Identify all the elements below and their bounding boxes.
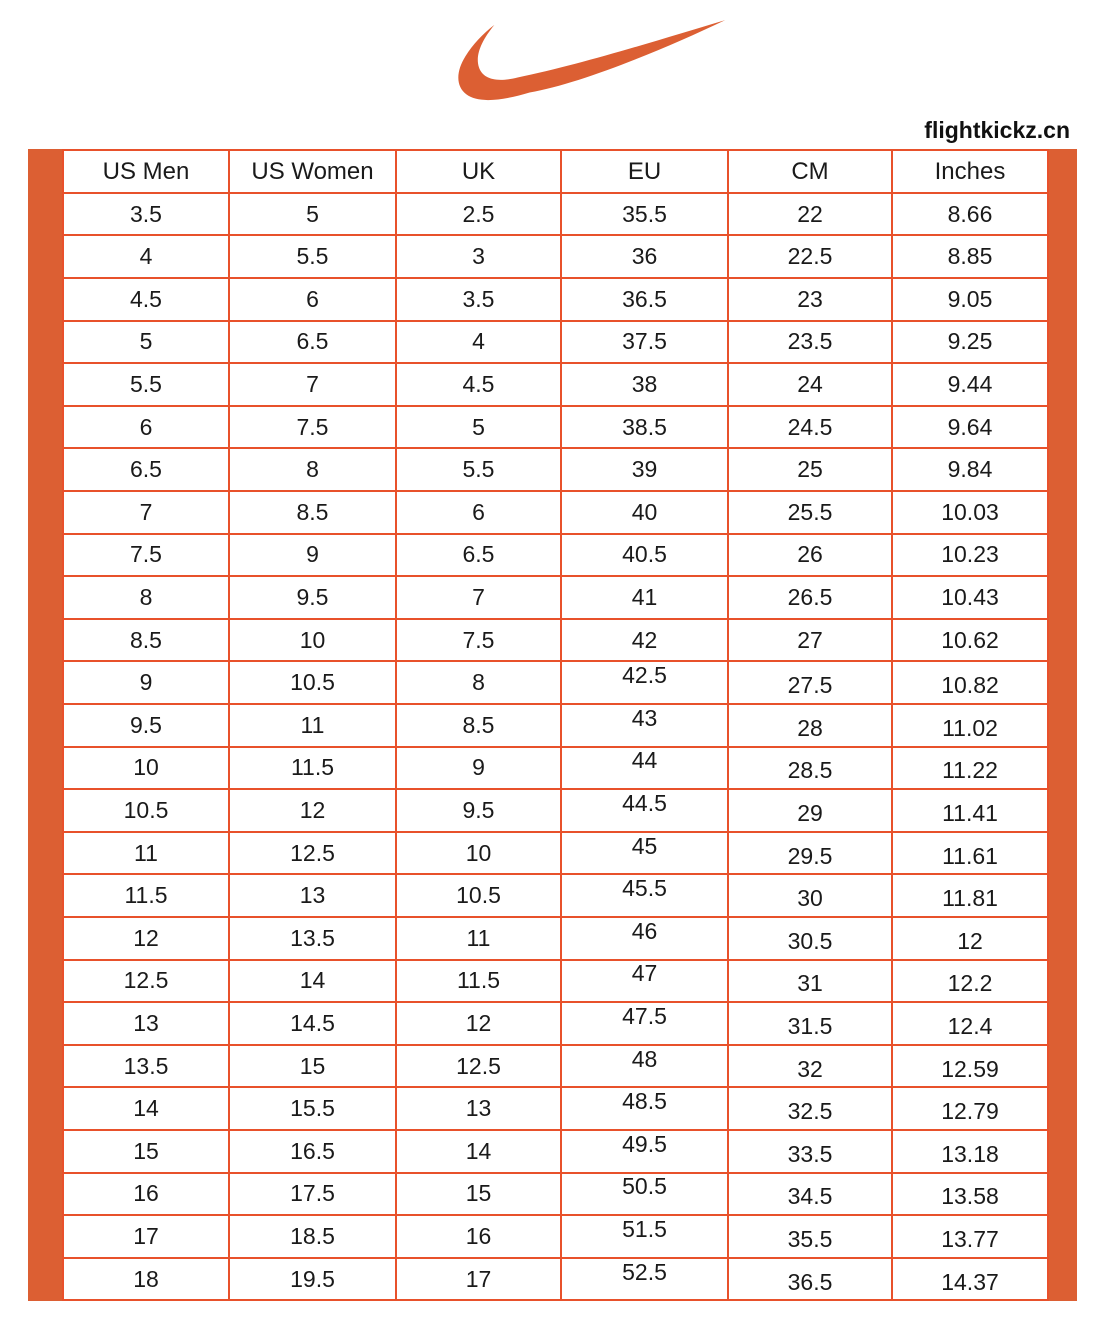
size-cell: 17: [396, 1258, 561, 1301]
size-cell: 45.5: [561, 874, 728, 917]
size-cell: 12: [892, 917, 1048, 960]
column-header: EU: [561, 150, 728, 193]
size-cell: 3: [396, 235, 561, 278]
size-cell: 29: [728, 789, 892, 832]
size-cell: 5: [229, 193, 396, 236]
size-cell: 12.5: [396, 1045, 561, 1088]
size-cell: 10: [229, 619, 396, 662]
size-cell: 48.5: [561, 1087, 728, 1130]
size-cell: 41: [561, 576, 728, 619]
size-cell: 8.5: [63, 619, 229, 662]
size-cell: 8: [229, 448, 396, 491]
size-cell: 32: [728, 1045, 892, 1088]
size-cell: 10: [396, 832, 561, 875]
size-cell: 48: [561, 1045, 728, 1088]
size-cell: 49.5: [561, 1130, 728, 1173]
size-cell: 9: [229, 534, 396, 577]
size-cell: 38.5: [561, 406, 728, 449]
size-cell: 15.5: [229, 1087, 396, 1130]
size-cell: 38: [561, 363, 728, 406]
size-cell: 37.5: [561, 321, 728, 364]
size-cell: 10.5: [63, 789, 229, 832]
column-header: UK: [396, 150, 561, 193]
size-cell: 35.5: [561, 193, 728, 236]
size-cell: 13.58: [892, 1173, 1048, 1216]
size-cell: 5.5: [396, 448, 561, 491]
size-cell: 17: [63, 1215, 229, 1258]
size-cell: 4: [63, 235, 229, 278]
table-row: [63, 235, 1048, 278]
size-cell: 40.5: [561, 534, 728, 577]
size-cell: 10.23: [892, 534, 1048, 577]
table-row: [63, 747, 1048, 790]
table-row: [63, 1258, 1048, 1301]
size-cell: 52.5: [561, 1258, 728, 1301]
size-cell: 31: [728, 960, 892, 1003]
size-cell: 40: [561, 491, 728, 534]
size-cell: 45: [561, 832, 728, 875]
size-cell: 27.5: [728, 661, 892, 704]
size-cell: 11.5: [63, 874, 229, 917]
size-cell: 35.5: [728, 1215, 892, 1258]
size-cell: 31.5: [728, 1002, 892, 1045]
brand-logo: [40, 0, 1100, 116]
size-cell: 9.44: [892, 363, 1048, 406]
size-cell: 13: [63, 1002, 229, 1045]
size-cell: 8: [63, 576, 229, 619]
size-cell: 24: [728, 363, 892, 406]
size-cell: 30.5: [728, 917, 892, 960]
size-cell: 11.5: [229, 747, 396, 790]
size-cell: 5: [63, 321, 229, 364]
size-cell: 12: [396, 1002, 561, 1045]
size-cell: 11: [63, 832, 229, 875]
size-cell: 12: [63, 917, 229, 960]
size-cell: 6: [63, 406, 229, 449]
size-cell: 6.5: [229, 321, 396, 364]
table-row: [63, 193, 1048, 236]
size-cell: 11.5: [396, 960, 561, 1003]
size-cell: 18.5: [229, 1215, 396, 1258]
size-cell: 10.03: [892, 491, 1048, 534]
table-row: [63, 661, 1048, 704]
size-cell: 22.5: [728, 235, 892, 278]
size-cell: 9.05: [892, 278, 1048, 321]
size-cell: 13: [396, 1087, 561, 1130]
size-cell: 25: [728, 448, 892, 491]
size-cell: 14.37: [892, 1258, 1048, 1301]
size-cell: 14.5: [229, 1002, 396, 1045]
size-cell: 6: [229, 278, 396, 321]
size-cell: 11.81: [892, 874, 1048, 917]
size-cell: 28: [728, 704, 892, 747]
size-cell: 5.5: [229, 235, 396, 278]
size-cell: 3.5: [396, 278, 561, 321]
table-row: [63, 1002, 1048, 1045]
table-row: [63, 960, 1048, 1003]
size-cell: 12.5: [229, 832, 396, 875]
table-row: [63, 704, 1048, 747]
size-cell: 12.2: [892, 960, 1048, 1003]
table-row: [63, 917, 1048, 960]
size-cell: 11.02: [892, 704, 1048, 747]
right-accent-bar: [1049, 149, 1077, 1301]
size-cell: 15: [396, 1173, 561, 1216]
size-cell: 4.5: [63, 278, 229, 321]
size-cell: 2.5: [396, 193, 561, 236]
table-row: [63, 534, 1048, 577]
size-cell: 5.5: [63, 363, 229, 406]
size-cell: 25.5: [728, 491, 892, 534]
size-cell: 16.5: [229, 1130, 396, 1173]
size-cell: 9: [396, 747, 561, 790]
size-cell: 23.5: [728, 321, 892, 364]
size-cell: 36: [561, 235, 728, 278]
size-cell: 4: [396, 321, 561, 364]
size-cell: 7.5: [396, 619, 561, 662]
size-cell: 47: [561, 960, 728, 1003]
size-cell: 47.5: [561, 1002, 728, 1045]
size-cell: 9.5: [229, 576, 396, 619]
size-cell: 6.5: [63, 448, 229, 491]
size-cell: 14: [63, 1087, 229, 1130]
table-row: [63, 363, 1048, 406]
size-chart: [28, 149, 1075, 1301]
size-cell: 8.5: [229, 491, 396, 534]
column-header: Inches: [892, 150, 1048, 193]
size-cell: 13.5: [229, 917, 396, 960]
size-cell: 12: [229, 789, 396, 832]
size-cell: 22: [728, 193, 892, 236]
table-row: [63, 1045, 1048, 1088]
table-row: [63, 832, 1048, 875]
table-row: [63, 278, 1048, 321]
size-cell: 24.5: [728, 406, 892, 449]
size-cell: 14: [396, 1130, 561, 1173]
size-conversion-table: [62, 149, 1049, 1301]
size-cell: 29.5: [728, 832, 892, 875]
size-cell: 13.18: [892, 1130, 1048, 1173]
size-cell: 19.5: [229, 1258, 396, 1301]
size-cell: 11: [229, 704, 396, 747]
size-cell: 32.5: [728, 1087, 892, 1130]
size-cell: 8.85: [892, 235, 1048, 278]
table-row: [63, 1173, 1048, 1216]
size-cell: 16: [63, 1173, 229, 1216]
size-cell: 51.5: [561, 1215, 728, 1258]
size-cell: 8.5: [396, 704, 561, 747]
size-cell: 33.5: [728, 1130, 892, 1173]
column-header: CM: [728, 150, 892, 193]
header-row: [63, 150, 1048, 193]
table-row: [63, 1215, 1048, 1258]
size-cell: 12.4: [892, 1002, 1048, 1045]
table-row: [63, 619, 1048, 662]
size-cell: 8.66: [892, 193, 1048, 236]
size-cell: 4.5: [396, 363, 561, 406]
size-cell: 28.5: [728, 747, 892, 790]
size-cell: 43: [561, 704, 728, 747]
size-cell: 36.5: [561, 278, 728, 321]
nike-swoosh-icon: [450, 16, 730, 113]
size-cell: 7: [229, 363, 396, 406]
size-cell: 10: [63, 747, 229, 790]
size-cell: 7: [396, 576, 561, 619]
size-cell: 26.5: [728, 576, 892, 619]
size-cell: 6.5: [396, 534, 561, 577]
size-cell: 8: [396, 661, 561, 704]
size-cell: 30: [728, 874, 892, 917]
size-cell: 42.5: [561, 661, 728, 704]
size-cell: 12.59: [892, 1045, 1048, 1088]
size-cell: 3.5: [63, 193, 229, 236]
size-cell: 23: [728, 278, 892, 321]
size-cell: 15: [63, 1130, 229, 1173]
size-cell: 27: [728, 619, 892, 662]
size-cell: 13: [229, 874, 396, 917]
size-cell: 42: [561, 619, 728, 662]
size-cell: 10.5: [229, 661, 396, 704]
size-cell: 11.22: [892, 747, 1048, 790]
size-cell: 11.41: [892, 789, 1048, 832]
size-cell: 10.43: [892, 576, 1048, 619]
size-cell: 44.5: [561, 789, 728, 832]
size-cell: 13.5: [63, 1045, 229, 1088]
size-cell: 9: [63, 661, 229, 704]
size-cell: 9.5: [63, 704, 229, 747]
table-row: [63, 1130, 1048, 1173]
size-cell: 11: [396, 917, 561, 960]
size-cell: 34.5: [728, 1173, 892, 1216]
size-cell: 16: [396, 1215, 561, 1258]
table-row: [63, 1087, 1048, 1130]
size-cell: 17.5: [229, 1173, 396, 1216]
size-cell: 6: [396, 491, 561, 534]
size-cell: 9.25: [892, 321, 1048, 364]
size-cell: 5: [396, 406, 561, 449]
table-row: [63, 491, 1048, 534]
size-cell: 9.84: [892, 448, 1048, 491]
size-cell: 10.5: [396, 874, 561, 917]
size-cell: 44: [561, 747, 728, 790]
table-row: [63, 789, 1048, 832]
size-cell: 12.5: [63, 960, 229, 1003]
table-row: [63, 576, 1048, 619]
column-header: US Men: [63, 150, 229, 193]
size-cell: 14: [229, 960, 396, 1003]
size-cell: 50.5: [561, 1173, 728, 1216]
size-cell: 46: [561, 917, 728, 960]
size-cell: 15: [229, 1045, 396, 1088]
size-cell: 39: [561, 448, 728, 491]
table-row: [63, 406, 1048, 449]
size-cell: 10.82: [892, 661, 1048, 704]
table-row: [63, 874, 1048, 917]
size-cell: 11.61: [892, 832, 1048, 875]
left-accent-bar: [28, 149, 62, 1301]
size-cell: 12.79: [892, 1087, 1048, 1130]
column-header: US Women: [229, 150, 396, 193]
size-cell: 9.64: [892, 406, 1048, 449]
size-cell: 9.5: [396, 789, 561, 832]
watermark-text: flightkickz.cn: [924, 117, 1070, 143]
table-row: [63, 448, 1048, 491]
size-cell: 7.5: [229, 406, 396, 449]
size-cell: 18: [63, 1258, 229, 1301]
size-cell: 10.62: [892, 619, 1048, 662]
size-table-body: [63, 193, 1048, 1300]
size-cell: 7.5: [63, 534, 229, 577]
size-cell: 7: [63, 491, 229, 534]
size-cell: 26: [728, 534, 892, 577]
size-cell: 13.77: [892, 1215, 1048, 1258]
size-cell: 36.5: [728, 1258, 892, 1301]
table-row: [63, 321, 1048, 364]
